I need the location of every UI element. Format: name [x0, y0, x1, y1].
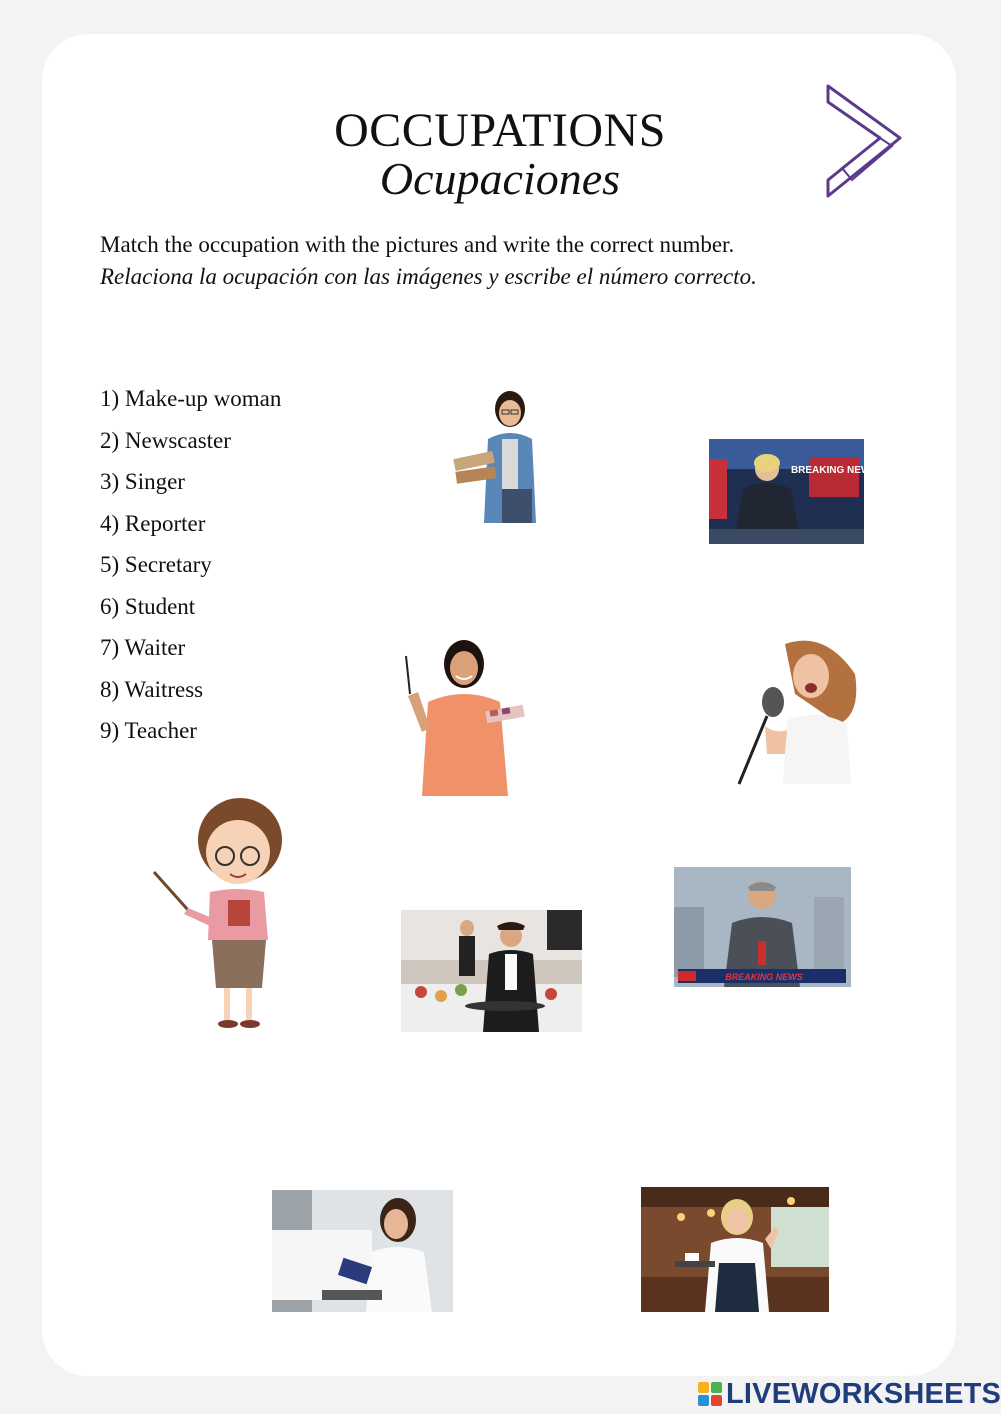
instruction-english: Match the occupation with the pictures and write the correct number. [100, 232, 735, 257]
page-subtitle: Ocupaciones [379, 153, 621, 204]
occupation-item: 3) Singer [100, 469, 185, 494]
occupation-item: 2) Newscaster [100, 427, 231, 453]
reporter-banner-text: BREAKING NEWS [725, 972, 803, 982]
occupation-item: 6) Student [100, 593, 196, 619]
brand-name: LIVEWORKSHEETS [726, 1377, 1001, 1410]
instruction-spanish: Relaciona la ocupación con las imágenes y escribe el número correcto. [100, 264, 757, 289]
makeup-woman-picture [398, 636, 528, 796]
occupation-item: 5) Secretary [100, 552, 212, 577]
singer-picture [735, 634, 863, 784]
occupation-item: 1) Make-up woman [100, 386, 282, 411]
secretary-picture [272, 1190, 453, 1312]
waiter-picture [401, 910, 582, 1032]
occupation-list [100, 384, 281, 758]
reporter-picture [674, 867, 851, 987]
occupation-item: 8) Waitress [100, 676, 204, 702]
liveworksheets-brand [698, 1377, 1001, 1411]
teacher-picture [150, 800, 286, 1032]
waitress-picture [641, 1187, 829, 1312]
occupation-item: 4) Reporter [100, 510, 206, 536]
page-title: OCCUPATIONS [334, 104, 666, 157]
liveworksheets-logo-icon [698, 1382, 722, 1406]
student-picture [450, 383, 548, 523]
occupation-item: 9) Teacher [100, 718, 197, 743]
newscaster-picture [709, 439, 878, 544]
chevron-logo-icon [822, 80, 906, 204]
newscaster-banner-text: BREAKING NEWS [790, 465, 878, 476]
occupation-item: 7) Waiter [100, 635, 186, 660]
